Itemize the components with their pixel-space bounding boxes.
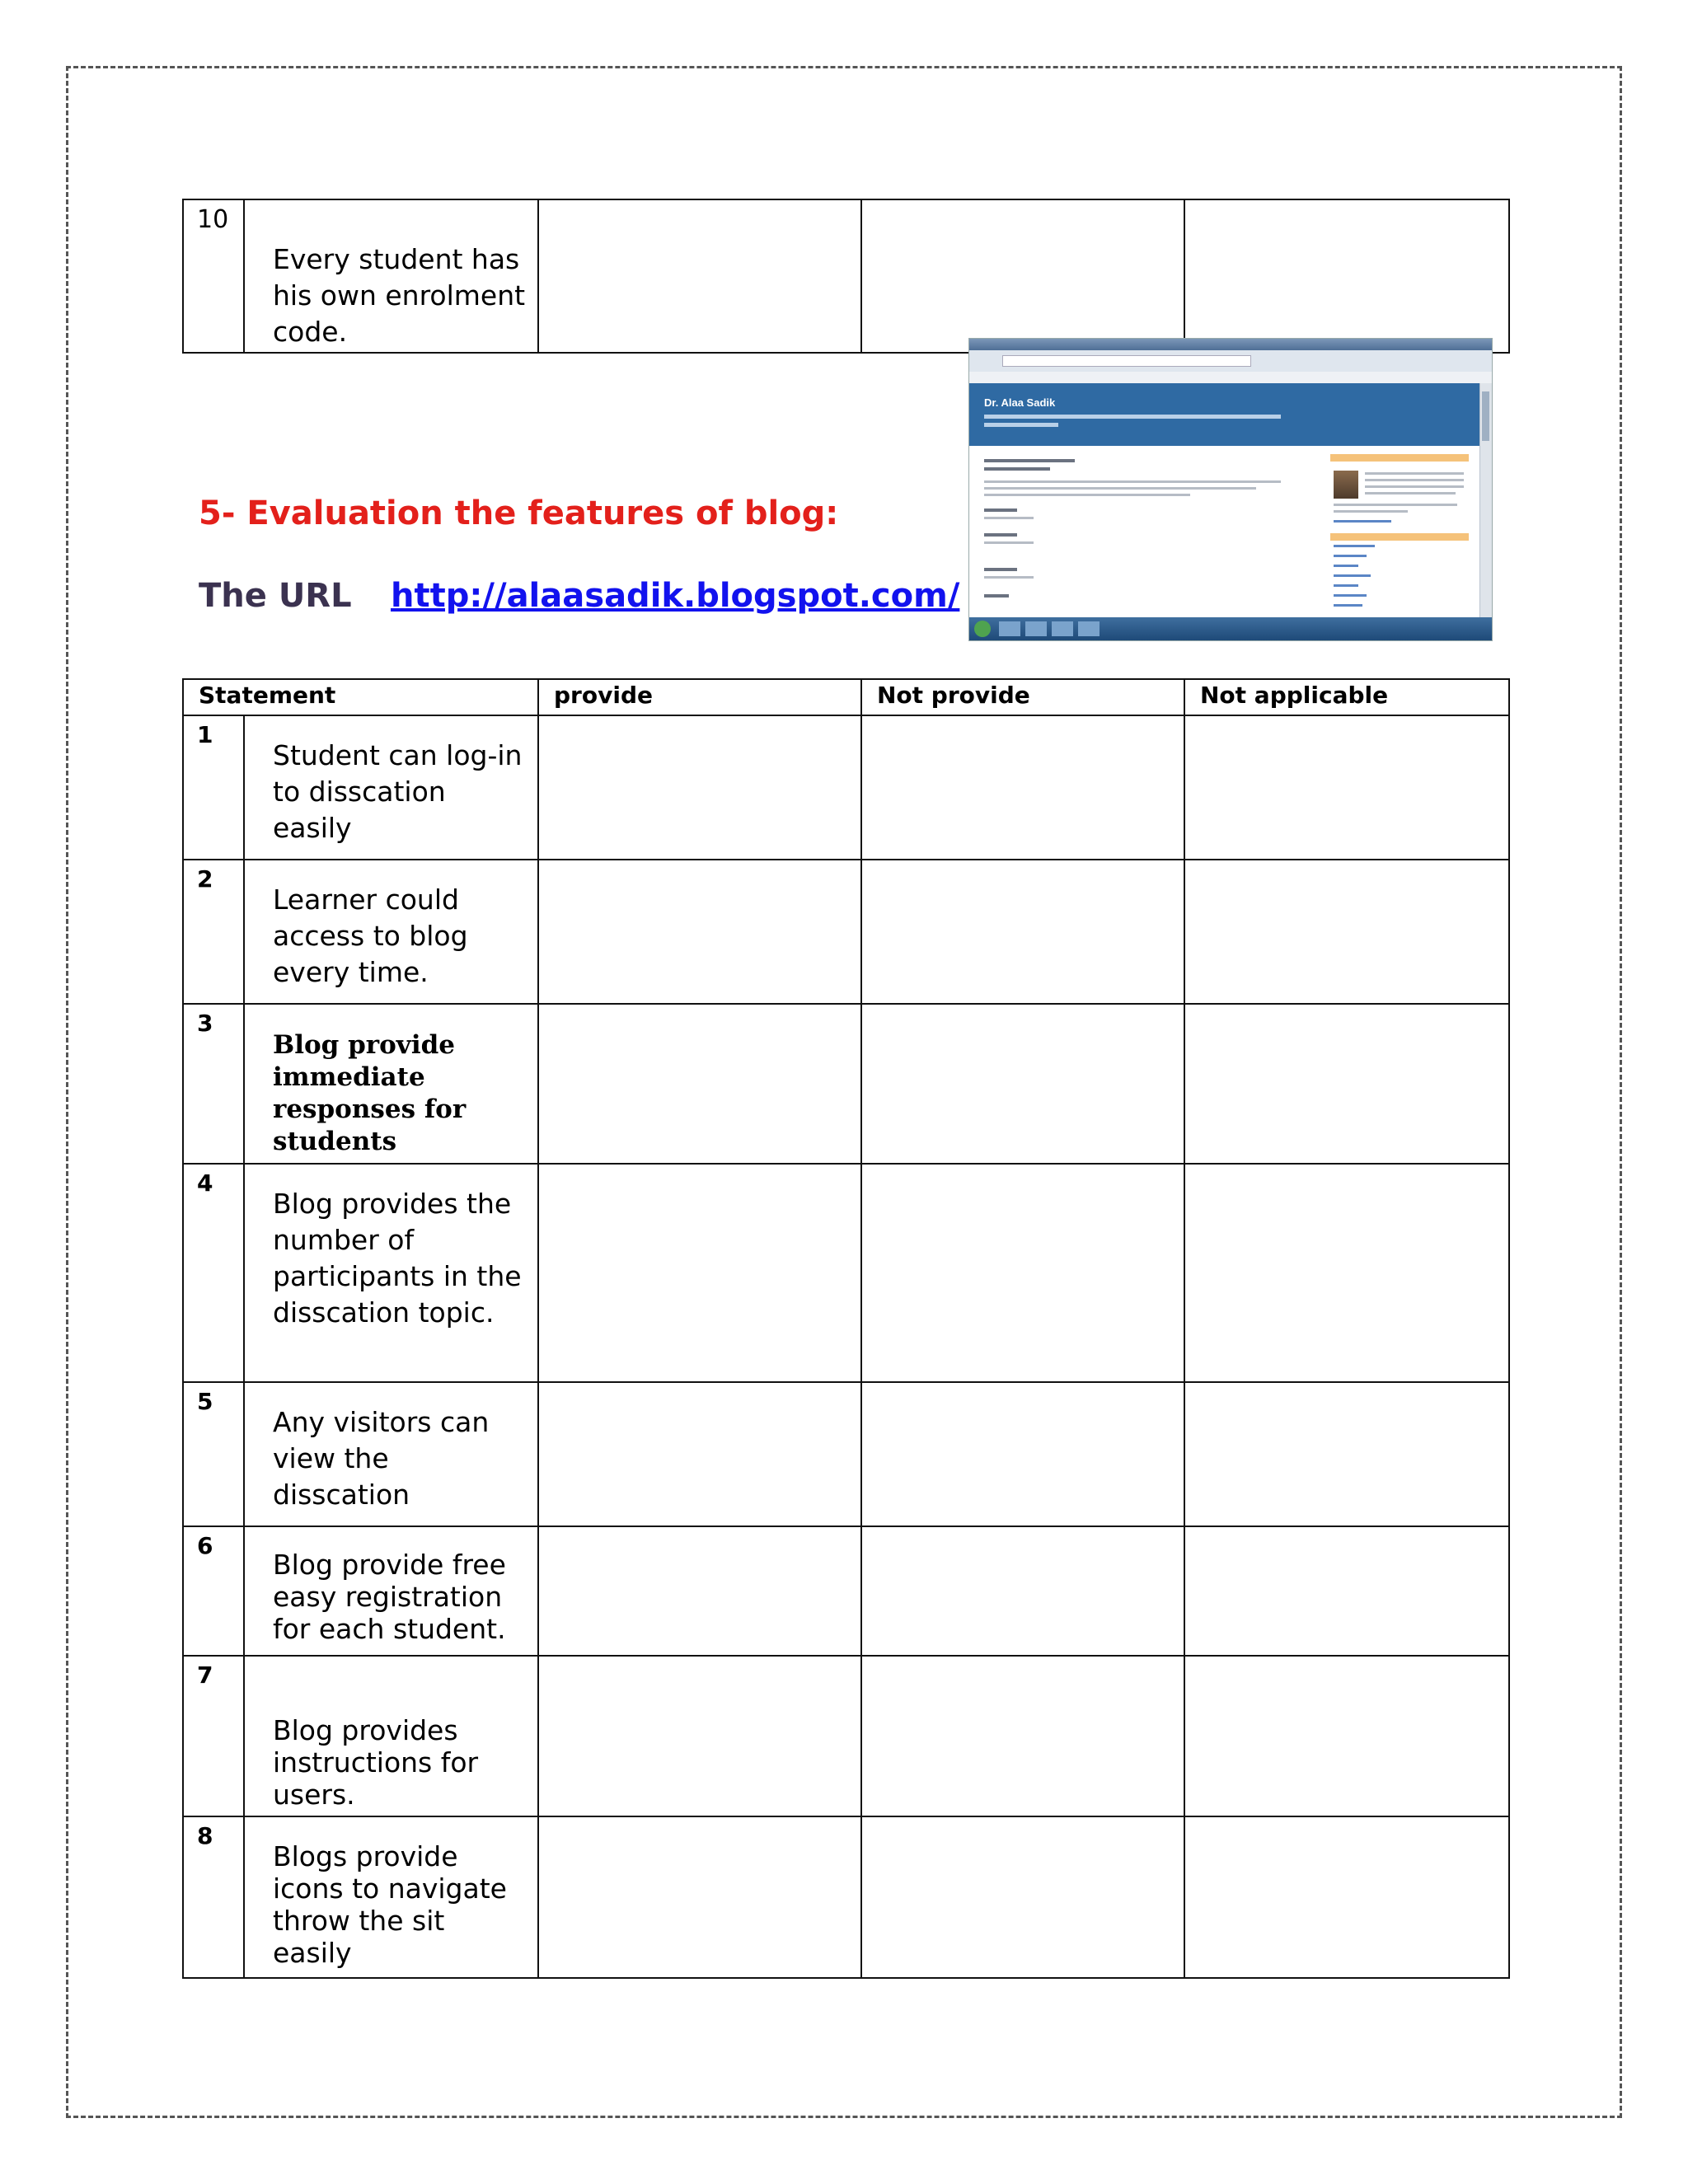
not-applicable-cell[interactable] bbox=[1184, 1526, 1509, 1656]
not-provide-cell[interactable] bbox=[861, 1526, 1184, 1656]
blog-content bbox=[969, 446, 1482, 619]
post-text-line bbox=[984, 494, 1190, 496]
post-title-line bbox=[984, 459, 1075, 462]
not-applicable-cell[interactable] bbox=[1184, 1382, 1509, 1526]
row-number: 3 bbox=[183, 1004, 244, 1164]
table-row bbox=[183, 1164, 1509, 1382]
blog-screenshot bbox=[968, 338, 1493, 641]
header-statement: Statement bbox=[183, 679, 538, 715]
statement-cell: Any visitors can view the disscation bbox=[244, 1382, 538, 1526]
post-title-line bbox=[984, 467, 1050, 471]
not-provide-cell[interactable] bbox=[861, 1816, 1184, 1978]
table-row bbox=[183, 1382, 1509, 1526]
row-number: 10 bbox=[183, 199, 244, 353]
blog-banner bbox=[969, 383, 1482, 446]
sidebar-link bbox=[1334, 574, 1371, 577]
taskbar-app-icon bbox=[1052, 621, 1073, 636]
table-row bbox=[183, 199, 1509, 353]
header-provide: provide bbox=[538, 679, 861, 715]
sidebar-link bbox=[1334, 584, 1358, 587]
row-number: 8 bbox=[183, 1816, 244, 1978]
post-label-line bbox=[984, 594, 1009, 598]
post-label-line bbox=[984, 568, 1017, 571]
post-label-line bbox=[984, 509, 1017, 512]
sidebar-text-line bbox=[1365, 472, 1464, 475]
sidebar-link bbox=[1334, 520, 1391, 523]
sidebar-header bbox=[1330, 454, 1469, 462]
not-applicable-cell[interactable] bbox=[1184, 1816, 1509, 1978]
statement-cell: Learner could access to blog every time. bbox=[244, 860, 538, 1004]
not-provide-cell[interactable] bbox=[861, 860, 1184, 1004]
row-number: 1 bbox=[183, 715, 244, 860]
statement-cell: Blog provides the number of participants in the disscation topic. bbox=[244, 1164, 538, 1382]
not-applicable-cell[interactable] bbox=[1184, 1656, 1509, 1816]
start-icon bbox=[974, 621, 991, 637]
provide-cell[interactable] bbox=[538, 715, 861, 860]
not-provide-cell[interactable] bbox=[861, 1382, 1184, 1526]
provide-cell[interactable] bbox=[538, 1382, 861, 1526]
header-not-provide: Not provide bbox=[861, 679, 1184, 715]
taskbar-app-icon bbox=[1025, 621, 1047, 636]
sidebar-text-line bbox=[1334, 510, 1408, 513]
sidebar-link bbox=[1334, 545, 1375, 547]
address-bar bbox=[1002, 355, 1251, 367]
table-row bbox=[183, 860, 1509, 1004]
post-text-line bbox=[984, 480, 1281, 483]
evaluation-table bbox=[182, 678, 1510, 1979]
not-provide-cell[interactable] bbox=[861, 1164, 1184, 1382]
table-row bbox=[183, 1656, 1509, 1816]
not-applicable-cell[interactable] bbox=[1184, 199, 1509, 353]
not-applicable-cell[interactable] bbox=[1184, 715, 1509, 860]
taskbar-app-icon bbox=[1078, 621, 1100, 636]
scrollbar bbox=[1479, 383, 1492, 619]
browser-toolbar bbox=[969, 350, 1492, 373]
sidebar-text-line bbox=[1334, 504, 1457, 506]
author-avatar bbox=[1334, 471, 1358, 499]
table-row bbox=[183, 1004, 1509, 1164]
post-text-line bbox=[984, 541, 1034, 544]
post-label-line bbox=[984, 533, 1017, 537]
statement-cell: Blog provides instructions for users. bbox=[244, 1656, 538, 1816]
table-header-row bbox=[183, 679, 1509, 715]
table-row bbox=[183, 715, 1509, 860]
row-number: 4 bbox=[183, 1164, 244, 1382]
row-number: 5 bbox=[183, 1382, 244, 1526]
not-provide-cell[interactable] bbox=[861, 199, 1184, 353]
table-row bbox=[183, 1816, 1509, 1978]
not-applicable-cell[interactable] bbox=[1184, 1164, 1509, 1382]
sidebar-link bbox=[1334, 604, 1362, 607]
sidebar-header bbox=[1330, 533, 1469, 541]
url-label: The URL bbox=[199, 577, 352, 615]
row-number: 2 bbox=[183, 860, 244, 1004]
scrollbar-thumb bbox=[1482, 391, 1489, 441]
not-provide-cell[interactable] bbox=[861, 1004, 1184, 1164]
blog-subtitle-line bbox=[984, 423, 1058, 427]
blog-subtitle-line bbox=[984, 415, 1281, 419]
statement-cell: Blog provide free easy registration for each student. bbox=[244, 1526, 538, 1656]
taskbar bbox=[969, 617, 1492, 640]
section-heading: 5- Evaluation the features of blog: bbox=[199, 494, 839, 532]
not-provide-cell[interactable] bbox=[861, 1656, 1184, 1816]
table-row bbox=[183, 1526, 1509, 1656]
provide-cell[interactable] bbox=[538, 1004, 861, 1164]
provide-cell[interactable] bbox=[538, 1656, 861, 1816]
sidebar-link bbox=[1334, 565, 1358, 567]
header-not-applicable: Not applicable bbox=[1184, 679, 1509, 715]
post-text-line bbox=[984, 517, 1034, 519]
row-number: 6 bbox=[183, 1526, 244, 1656]
sidebar-link bbox=[1334, 594, 1367, 597]
top-table bbox=[182, 199, 1510, 354]
sidebar-link bbox=[1334, 555, 1367, 557]
provide-cell[interactable] bbox=[538, 1816, 861, 1978]
browser-titlebar bbox=[969, 339, 1492, 350]
provide-cell[interactable] bbox=[538, 860, 861, 1004]
provide-cell[interactable] bbox=[538, 199, 861, 353]
sidebar-text-line bbox=[1365, 492, 1456, 494]
post-text-line bbox=[984, 487, 1256, 490]
statement-cell: Blog provide immediate responses for students bbox=[244, 1004, 538, 1164]
post-text-line bbox=[984, 576, 1034, 579]
sidebar-text-line bbox=[1365, 485, 1464, 488]
not-applicable-cell[interactable] bbox=[1184, 1004, 1509, 1164]
provide-cell[interactable] bbox=[538, 1526, 861, 1656]
provide-cell[interactable] bbox=[538, 1164, 861, 1382]
not-applicable-cell[interactable] bbox=[1184, 860, 1509, 1004]
statement-cell: Student can log-in to disscation easily bbox=[244, 715, 538, 860]
statement-cell: Every student has his own enrolment code. bbox=[244, 199, 538, 353]
statement-cell: Blogs provide icons to navigate throw the sit easily bbox=[244, 1816, 538, 1978]
sidebar-text-line bbox=[1365, 479, 1464, 481]
blog-title: Dr. Alaa Sadik bbox=[984, 396, 1056, 409]
row-number: 7 bbox=[183, 1656, 244, 1816]
taskbar-app-icon bbox=[999, 621, 1020, 636]
blog-url-link[interactable]: http://alaasadik.blogspot.com/ bbox=[391, 577, 960, 615]
not-provide-cell[interactable] bbox=[861, 715, 1184, 860]
browser-toolbar-secondary bbox=[969, 372, 1492, 384]
